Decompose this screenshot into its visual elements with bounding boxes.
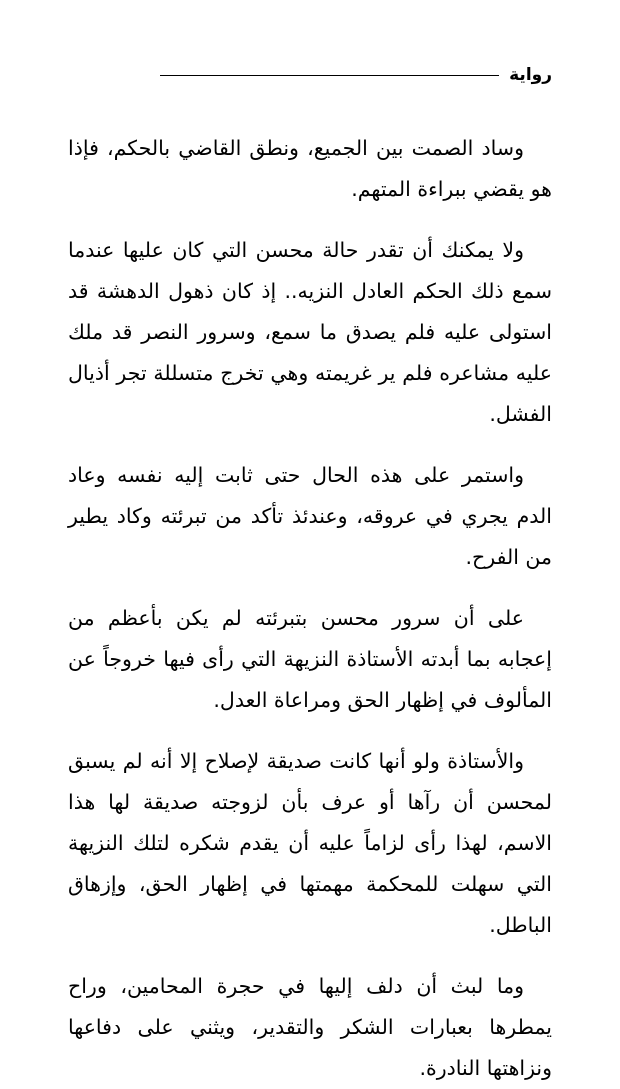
paragraph: ولا يمكنك أن تقدر حالة محسن التي كان عليها عندما سمع ذلك الحكم العادل النزيه.. إذ كان ذهول الدهشة قد استولى عليه فلم يصدق ما سمع، وسرور النصر قد ملك عليه مشاعره فلم ير غريمته وهي تخرج متسللة تجر أذيال الفشل. [68, 238, 552, 426]
header-rule [160, 75, 499, 76]
paragraph: واستمر على هذه الحال حتى ثابت إليه نفسه وعاد الدم يجري في عروقه، وعندئذ تأكد من تبرئته وكاد يطير من الفرح. [68, 463, 552, 569]
running-header [160, 60, 552, 90]
header-title: رواية [509, 65, 552, 85]
body-text [68, 128, 552, 1089]
paragraph: والأستاذة ولو أنها كانت صديقة لإصلاح إلا أنه لم يسبق لمحسن أن رآها أو عرف بأن لزوجته صديقة لها هذا الاسم، لهذا رأى لزاماً عليه أن يقدم شكره لتلك النزيهة التي سهلت للمحكمة مهمتها في إظهار الحق، وإزهاق الباطل. [68, 749, 552, 937]
paragraph: وما لبث أن دلف إليها في حجرة المحامين، وراح يمطرها بعبارات الشكر والتقدير، ويثني على دفاعها ونزاهتها النادرة. [68, 974, 552, 1080]
paragraph: على أن سرور محسن بتبرئته لم يكن بأعظم من إعجابه بما أبدته الأستاذة النزيهة التي رأى فيها خروجاً عن المألوف في إظهار الحق ومراعاة العدل. [68, 606, 552, 712]
paragraph: وساد الصمت بين الجميع، ونطق القاضي بالحكم، فإذا هو يقضي ببراءة المتهم. [68, 136, 552, 201]
